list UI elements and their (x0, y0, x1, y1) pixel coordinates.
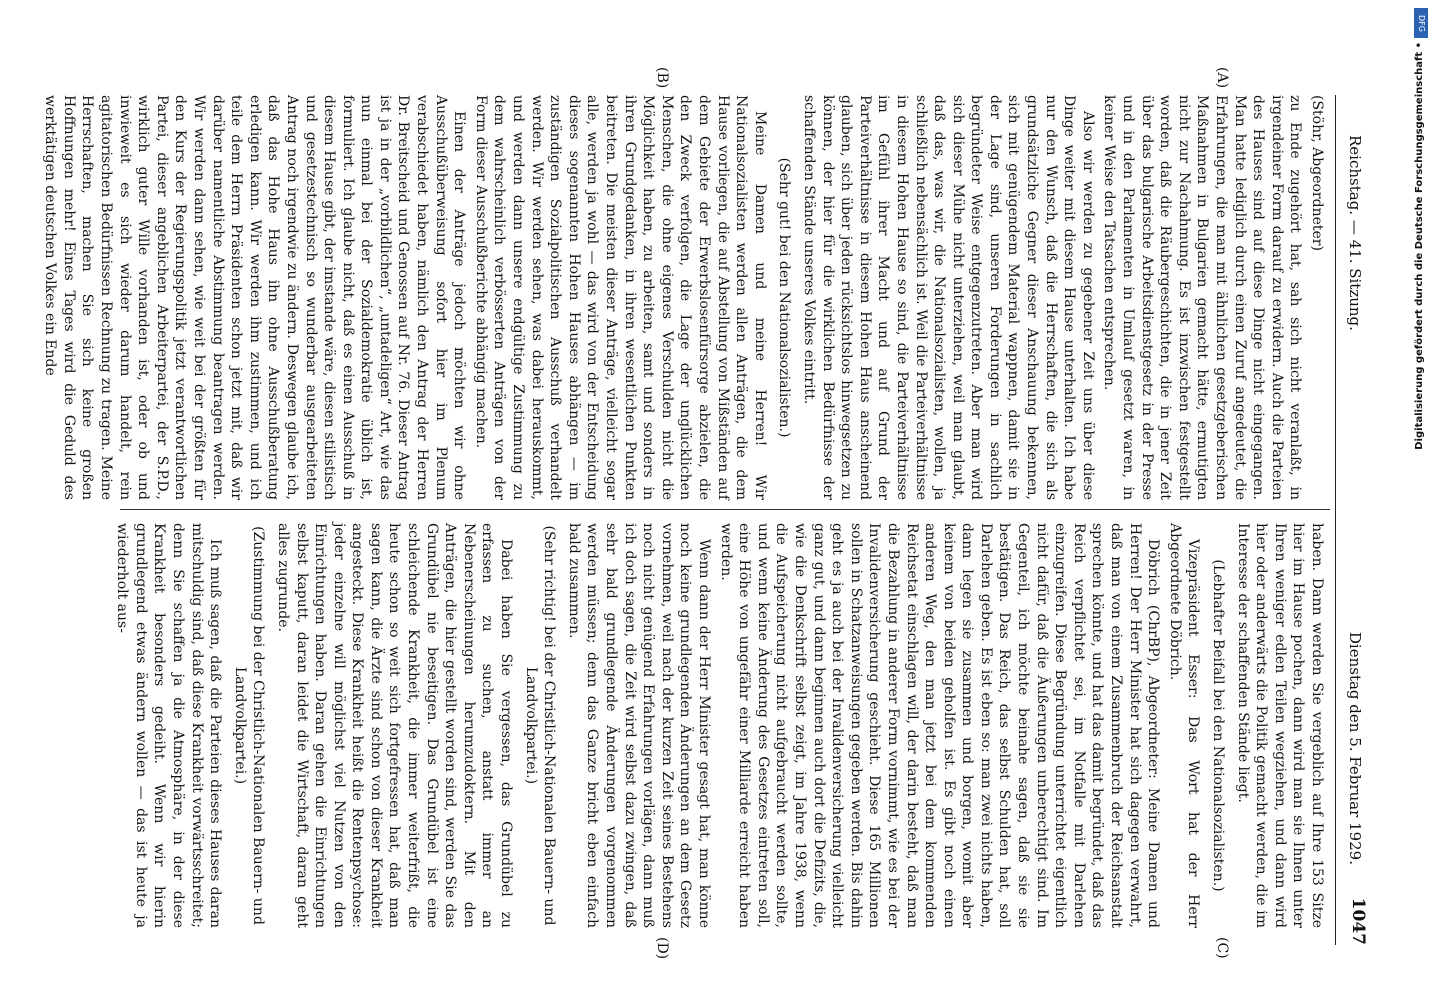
paragraph: Einen der Anträge jedoch möchten wir ohne Ausschußüberweisung sofort hier im Plenum verabschiedet haben, nämlich den Antrag der Herren Dr. Breitscheid und Genossen auf Nr. 76. Dieser Antrag ist ja in der „vorbildlichen“, „untadeligen“ Art, wie das nun einmal bei der Sozialdemokratie üblich ist, formuliert. Ich glaube nicht, daß es einen Ausschuß in diesem Hause gibt, der imstande wäre, diesen stilistisch und gesetzestechnisch so wunderbar ausgearbeiteten Antrag noch irgendwie zu ändern. Deswegen glaube ich, daß das Hohe Haus ihn ohne Ausschußberatung erledigen kann. Wir werden ihm zustimmen, und ich teile dem Herrn Präsidenten schon jetzt mit, daß wir darüber namentliche Abstimmung beantragen werden. Wir werden dann sehen, wie weit bei der größten für den Kurs der Regierungspolitik jetzt verantwortlichen Partei, dieser angeblichen Arbeiterpartei, der S.P.D., wirklich guter Wille vorhanden ist, oder ob und inwieweit es sich wieder darum handelt, rein agitatorischen Bedürfnissen Rechnung zu tragen. Meine Herrschaften, machen Sie sich keine großen Hoffnungen mehr! Eines Tages wird die Geduld des werktätigen deutschen Volkes ein Ende (42, 95, 468, 500)
margin-mark-a: (A) (1214, 67, 1230, 89)
paragraph: Wenn dann der Herr Minister gesagt hat, man könne noch keine grundlegenden Änderungen an dem Gesetz vornehmen, weil nach der kurzen Zeit seines Bestehens noch nicht genügend Erfahrungen vorlägen, dann muß ich doch sagen, die Zeit wird selbst dazu zwingen, daß sehr bald grundlegende Änderungen vorgenommen werden müssen; denn das Ganze bricht eben einfach bald zusammen. (565, 523, 712, 928)
column-right (114, 523, 1326, 928)
paragraph: zu Ende zugehört hat, sah sich nicht veranlaßt, in irgendeiner Form darauf zu erwidern. Auch die Parteien des Hauses sind auf diese Dinge nicht eingegangen. Man hatte lediglich durch einen Zuruf angedeutet, die Erfahrungen, die man mit ähnlichen gesetzgeberischen Maßnahmen in Bulgarien gemacht hätte, ermutigten nicht zur Nachahmung. Es ist inzwischen festgestellt worden, daß die Räubergeschichten, die in jener Zeit über das bulgarische Arbeitsdienstgesetz in der Presse und in den Parlamenten in Umlauf gesetzt waren, in keiner Weise den Tatsachen entsprechen. (1101, 95, 1304, 500)
paragraph: Also wir werden zu gegebener Zeit uns über diese Dinge weiter mit diesem Hause unterhalten. Ich habe nur den Wunsch, daß die Herrschaften, die sich als grundsätzliche Gegner dieser Anschauung bekennen, sich mit genügendem Material wappnen, damit sie in der Lage sind, unseren Forderungen in sachlich begründeter Weise entgegenzutreten. Aber man wird sich dieser Mühe nicht unterziehen, weil man glaubt, daß das, was wir, die Nationalsozialisten, wollen, ja schließlich nebensächlich ist. Weil die Parteiverhältnisse in diesem Hohen Hause so sind, die Parteiverhältnisse im Gefühl ihrer Macht und auf Grund der Parteiverhältnisse in diesem Hohen Haus anscheinend glauben, sich über jeden rücksichtslos hinwegsetzen zu können, der hier für die wirklichen Bedürfnisse der schaffenden Stände unseres Volkes eintritt. (800, 95, 1096, 500)
header-left: Reichstag. — 41. Sitzung. (1346, 135, 1364, 331)
column-divider (120, 509, 1330, 510)
rotated-content (42, 67, 1370, 960)
paragraph: Dabei haben Sie vergessen, das Grundübel zu erfassen zu suchen, anstatt immer an Nebenerscheinungen herumzudoktern. Mit den Anträgen, die hier gestellt worden sind, werden Sie das Grundübel nie beseitigen. Das Grundübel ist eine schleichende Krankheit, die immer weiterfrißt, die heute schon so weit sich fortgefressen hat, daß man sagen kann, die Ärzte sind schon von dieser Krankheit angesteckt. Diese Krankheit heißt die Rentenpsychose: jeder einzelne will möglichst viel Nutzen von den Einrichtungen haben. Daran gehen die Einrichtungen selbst kaputt, daran leidet die Wirtschaft, daran geht alles zugrunde. (274, 523, 515, 928)
margin-mark-b: (B) (654, 67, 670, 89)
dfg-credit-strip (1414, 8, 1428, 993)
interjection: (Lebhafter Beifall bei den Nationalsozialisten.) (1210, 559, 1227, 892)
header-right: Dienstag den 5. Februar 1929. (1346, 631, 1364, 865)
paragraph: Meine Damen und meine Herren! Wir Nationalsozialisten werden allen Anträgen, die dem Hause vorliegen, die auf Abstellung von Mißständen auf dem Gebiete der Erwerbslosenfürsorge abzielen, die den Zweck verfolgen, die Lage der unglücklichen Menschen, die ohne eigenes Verschulden nicht die Möglichkeit haben, zu arbeiten, samt und sonders in ihren Grundgedanken, in ihren wesentlichen Punkten beitreten. Die meisten dieser Anträge, vielleicht sogar alle, werden ja wohl — das wird von der Entscheidung dieses sogenannten Hohen Hauses abhängen — im zuständigen Sozialpolitischen Ausschuß verhandelt werden. Wir werden sehen, was dabei herauskommt, und werden dann unsere endgültige Zustimmung zu dem wahrscheinlich verbösserten Anträgen von der Form dieser Ausschußberichte abhängig machen. (472, 95, 768, 500)
paragraph: Döbrich (ChrBP), Abgeordneter: Meine Damen und Herren! Der Herr Minister hat sich dagegen verwahrt, daß man von einem Zusammenbruch der Reichsanstalt sprechen könnte, und hat das damit begründet, daß das Reich verpflichtet sei, im Notfalle mit Darlehen einzugreifen. Diese Begründung unterrichtet eigentlich nicht dafür, daß die Äußerungen unberechtigt sind. Im Gegenteil, ich möchte beinahe sagen, daß sie sie bestätigen. Das Reich, das selbst Schulden hat, soll Darlehen geben. Es ist eben so: man zwei nichts haben, dann legen sie zusammen und borgen, womit aber keinem von beiden geholfen ist. Es gibt noch einen anderen Weg, den man jetzt bei dem kommenden Reichsetat einschlagen will, der darin besteht, daß man die Bezahlung in anderer Form vornimmt, wie es bei der Invalidenversicherung geschieht. Diese 165 Millionen sollen in Schatzanweisungen gegeben werden. Bis dahin geht es ja auch bei der Invalidenversicherung vielleicht ganz gut, und dann beginnen auch dort die Defizits, die, wie die Denkschrift selbst zeigt, im Jahre 1938, wenn die Aufspeicherung nicht aufgebraucht werden sollte, und wenn keine Änderung des Gesetzes eintreten soll, eine Höhe von ungefähr einer Milliarde erreicht haben werden. (717, 523, 1162, 928)
interjection: (Sehr richtig! bei der Christlich-Nationalen Bauern- und Landvolkpartei.) (522, 525, 558, 926)
speaker-line: (Stöhr, Abgeordneter) (1309, 95, 1325, 251)
margin-mark-c: (C) (1214, 937, 1230, 959)
page-number: 1047 (1348, 897, 1368, 945)
interjection: (Sehr gut! bei den Nationalsozialisten.) (776, 157, 793, 438)
interjection: (Zustimmung bei der Christlich-Nationalen Bauern- und Landvolkpartei.) (231, 526, 267, 925)
page-header (1335, 95, 1370, 945)
paragraph: haben. Dann werden Sie vergeblich auf Ihre 153 Sitze hier im Hause pochen, dann wird man sie Ihnen unter Ihren weniger edlen Teilen wegziehen, und dann wird hier oder anderwärts die Politik gemacht werden, die im Interesse der schaffenden Stände liegt. (1234, 523, 1325, 928)
column-left (42, 95, 1326, 500)
paragraph: Ich muß sagen, daß die Parteien dieses Hauses daran mitschuldig sind, daß diese Krankheit vorwärtsschreitet; denn Sie schaffen ja die Atmosphäre, in der diese Krankheit besonders gedeiht. Wenn wir hierin grundlegend etwas ändern wollen — das ist heute ja wiederholt aus- (114, 523, 224, 928)
dfg-logo: DFG (1414, 8, 1428, 38)
paragraph: Vizepräsident Esser: Das Wort hat der Herr Abgeordnete Döbrich. (1166, 523, 1202, 928)
margin-mark-d: (D) (654, 937, 670, 960)
dfg-credit-text: Digitalisierung gefördert durch die Deutsche Forschungsgemeinschaft • (1414, 42, 1425, 450)
